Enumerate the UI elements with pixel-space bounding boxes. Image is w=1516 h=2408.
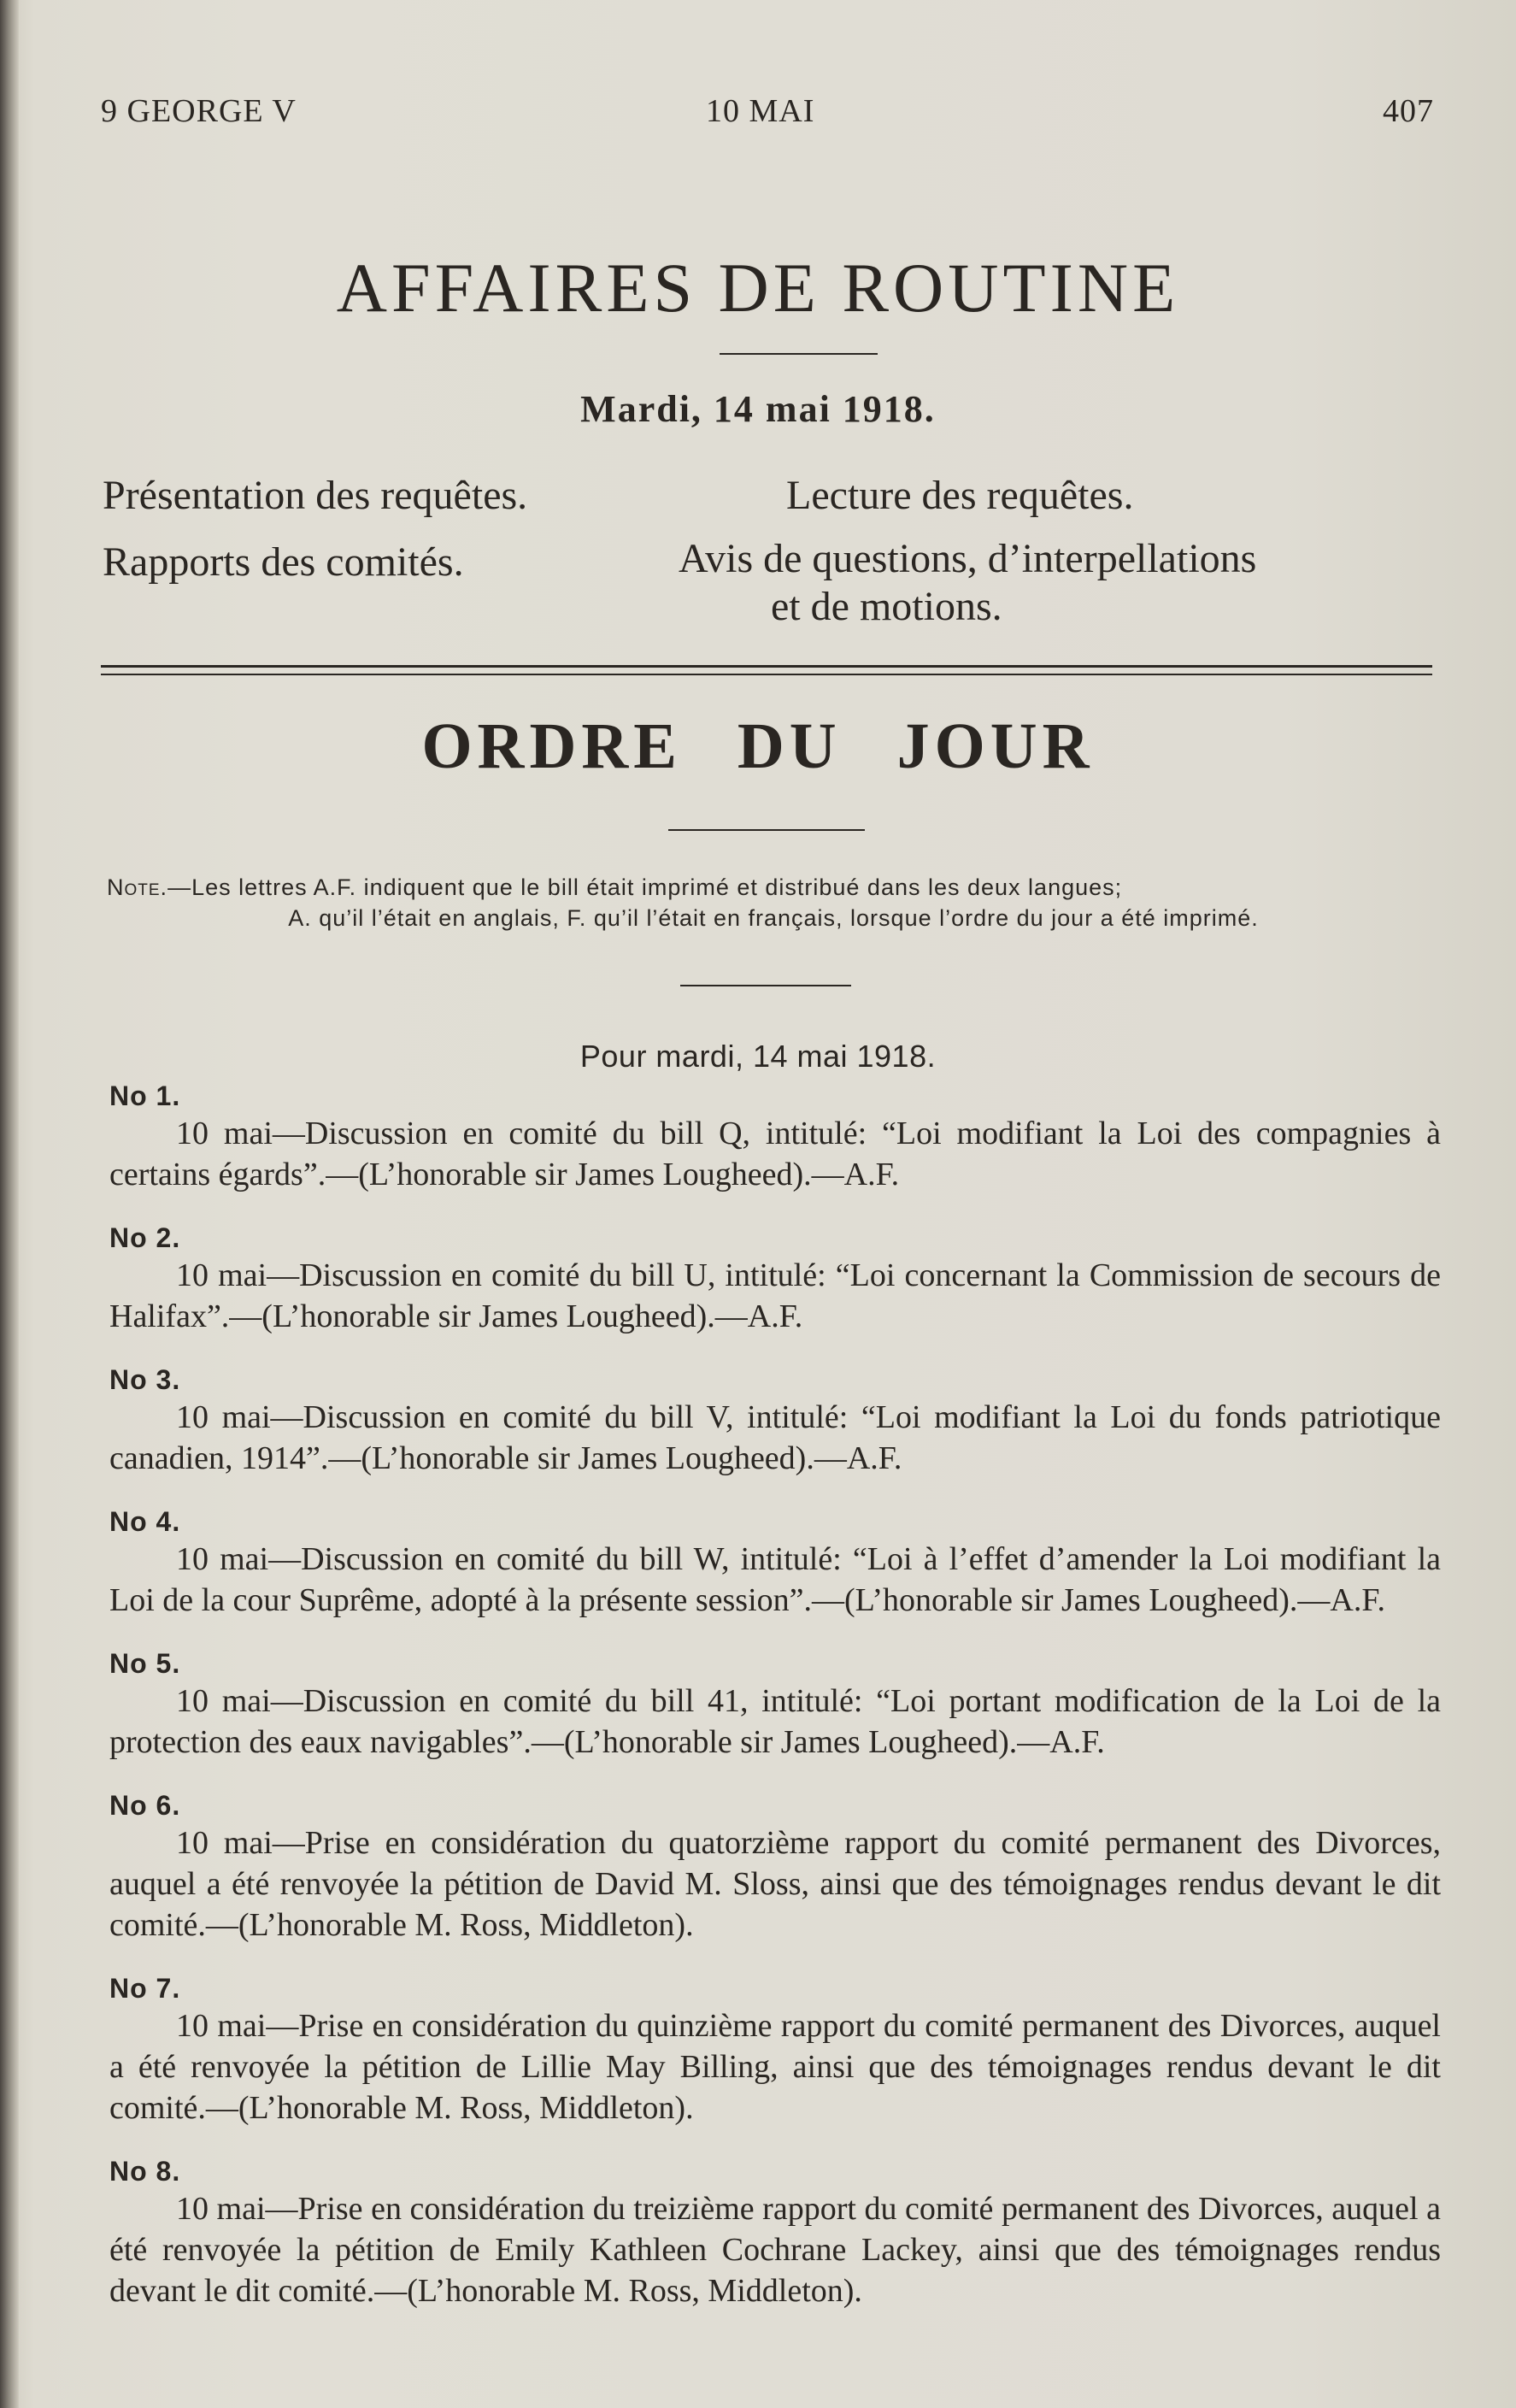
note-text-2: A. qu’il l’était en anglais, F. qu’il l’était en français, lorsque l’ordre du jour a été imprimé. [288,905,1259,931]
item-text: 10 mai—Prise en considération du quatorzième rapport du comité permanent des Divorces, auquel a été renvoyée la pétition de David M. Sloss, ainsi que des témoignages rendus devant le dit comité.—(L’honorable M. Ross, Middleton). [109,1825,1441,1943]
order-item [109,2154,1441,2311]
item-number: No 3. [109,1364,181,1395]
order-title-word: ORDRE [421,710,682,782]
item-text: 10 mai—Discussion en comité du bill V, intitulé: “Loi modifiant la Loi du fonds patriotique canadien, 1914”.—(L’honorable sir James Lougheed).—A.F. [109,1399,1441,1476]
item-text: 10 mai—Discussion en comité du bill U, intitulé: “Loi concernant la Commission de secours de Halifax”.—(L’honorable sir James Lougheed).—A.F. [109,1257,1441,1334]
note-line-1 [107,872,1440,903]
routine-item-lecture: Lecture des requêtes. [786,473,1134,518]
item-number: No 2. [109,1222,181,1253]
item-number: No 7. [109,1973,181,2004]
note-label: Note. [107,874,168,900]
order-of-day-title [0,709,1516,784]
item-number: No 4. [109,1506,181,1537]
running-head [101,92,1434,135]
routine-item-avis: Avis de questions, d’interpellations [679,536,1257,581]
order-item [109,1971,1441,2128]
item-text: 10 mai—Discussion en comité du bill Q, intitulé: “Loi modifiant la Loi des compagnies à certains égards”.—(L’honorable sir James Lougheed).—A.F. [109,1116,1441,1192]
running-head-left: 9 GEORGE V [101,93,297,129]
routine-item-rapports: Rapports des comités. [103,539,464,585]
item-text: 10 mai—Prise en considération du quinzième rapport du comité permanent des Divorces, auquel a été renvoyée la pétition de Lillie May Billing, ainsi que des témoignages rendus devant le dit comité.—(L’honorable M. Ross, Middleton). [109,2008,1441,2126]
page-title: AFFAIRES DE ROUTINE [336,249,1180,327]
title-rule [720,353,878,355]
order-item [109,1646,1441,1763]
note-rule [680,985,851,986]
page-number: 407 [1383,93,1434,129]
order-item [109,1788,1441,1946]
order-item [109,1221,1441,1337]
day-heading: Pour mardi, 14 mai 1918. [579,1039,937,1074]
running-head-date: 10 MAI [706,93,815,129]
session-date: Mardi, 14 mai 1918. [580,388,936,430]
page-binding-edge [0,0,19,2408]
order-item [109,1504,1441,1621]
item-text: 10 mai—Discussion en comité du bill W, intitulé: “Loi à l’effet d’amender la Loi modifiant la Loi de la cour Suprême, adopté à la présente session”.—(L’honorable sir James Lougheed).—A.F. [109,1541,1441,1618]
note-paragraph [107,872,1440,933]
order-item [109,1079,1441,1195]
item-number: No 1. [109,1080,181,1111]
order-title-rule [668,829,865,831]
order-title-rest: DU JOUR [737,710,1095,782]
note-text-1: —Les lettres A.F. indiquent que le bill était imprimé et distribué dans les deux langues; [167,874,1123,900]
section-double-rule [101,665,1432,675]
item-number: No 8. [109,2156,181,2187]
routine-item-presentation: Présentation des requêtes. [103,473,528,518]
item-text: 10 mai—Discussion en comité du bill 41, intitulé: “Loi portant modification de la Loi de la protection des eaux navigables”.—(L’honorable sir James Lougheed).—A.F. [109,1683,1441,1760]
item-number: No 5. [109,1648,181,1679]
routine-item-avis-cont: et de motions. [771,584,1002,629]
item-text: 10 mai—Prise en considération du treizième rapport du comité permanent des Divorces, auquel a été renvoyée la pétition de Emily Kathleen Cochrane Lackey, ainsi que des témoignages rendus devant le dit comité.—(L’honorable M. Ross, Middleton). [109,2191,1441,2309]
order-item [109,1363,1441,1479]
item-number: No 6. [109,1790,181,1821]
order-items-list [109,1079,1441,2337]
